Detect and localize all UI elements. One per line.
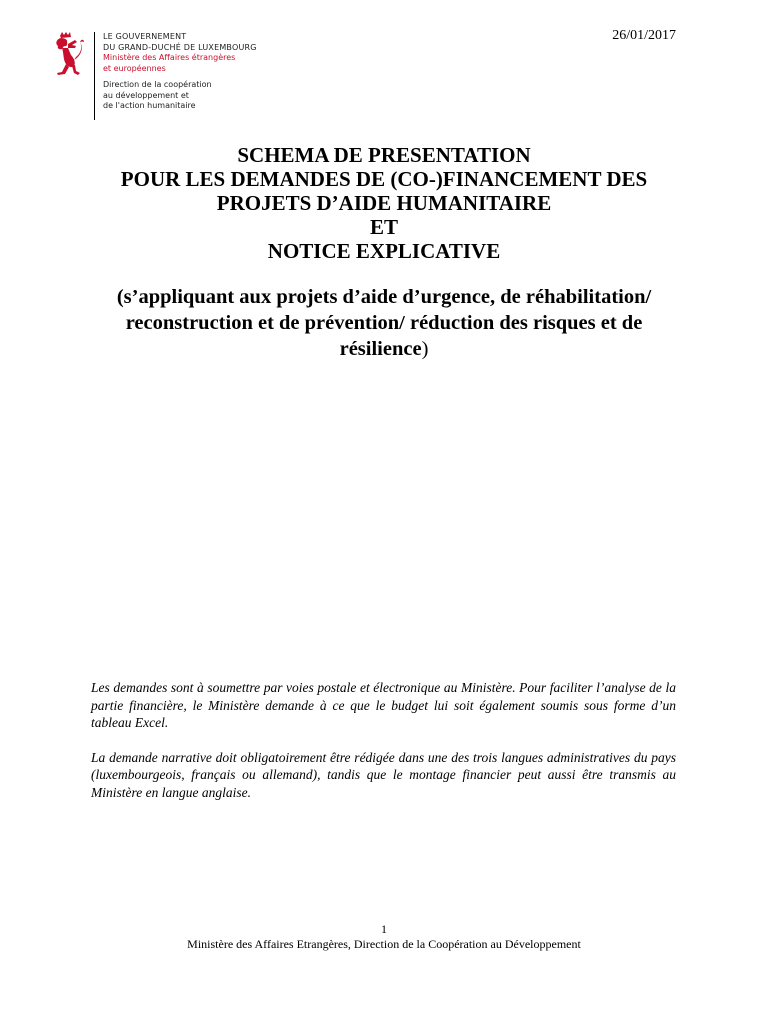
title-line-4: ET <box>369 215 398 239</box>
luxembourg-red-lion-icon <box>50 32 86 80</box>
logo-direction-line: Direction de la coopération <box>103 80 212 89</box>
logo-divider <box>94 32 95 120</box>
government-logo <box>50 30 290 125</box>
logo-text <box>103 32 257 112</box>
logo-ministry-line: Ministère des Affaires étrangères <box>103 53 236 62</box>
notes-paragraph-2: La demande narrative doit obligatoirement être rédigée dans une des trois langues administratives du pays (luxembourgeois, français ou allemand), tandis que le montage financier peut aussi être transmis au Ministère en langue anglaise. <box>91 749 676 800</box>
logo-government-line: LE GOUVERNEMENT <box>103 32 187 41</box>
subtitle-text: (s’appliquant aux projets d’aide d’urgence, de réhabilitation/ reconstruction et de prévention/ réduction des risques et de résilience <box>116 286 652 360</box>
footer-text: Ministère des Affaires Etrangères, Direction de la Coopération au Développement <box>187 937 581 951</box>
title-line-2: POUR LES DEMANDES DE (CO-)FINANCEMENT DES <box>120 167 648 191</box>
notes-section <box>91 679 676 818</box>
title-line-3: PROJETS D’AIDE HUMANITAIRE <box>216 191 552 215</box>
subtitle-closing-paren: ) <box>421 338 429 360</box>
logo-grand-duchy-line: DU GRAND-DUCHÉ DE LUXEMBOURG <box>103 42 257 52</box>
title-line-1: SCHEMA DE PRESENTATION <box>237 143 531 167</box>
document-title <box>0 143 768 263</box>
document-subtitle <box>80 284 688 362</box>
logo-direction-line-2: au développement et <box>103 90 189 100</box>
page-number: 1 <box>381 922 387 936</box>
page-footer <box>0 922 768 952</box>
document-date: 26/01/2017 <box>612 28 676 43</box>
notes-paragraph-1: Les demandes sont à soumettre par voies postale et électronique au Ministère. Pour faciliter l’analyse de la partie financière, le Ministère demande à ce que le budget lui soit également soumis sous forme d’un tableau Excel. <box>91 680 676 730</box>
title-line-5: NOTICE EXPLICATIVE <box>267 239 501 263</box>
logo-ministry-line-2: et européennes <box>103 63 166 73</box>
logo-direction-line-3: de l'action humanitaire <box>103 101 196 110</box>
